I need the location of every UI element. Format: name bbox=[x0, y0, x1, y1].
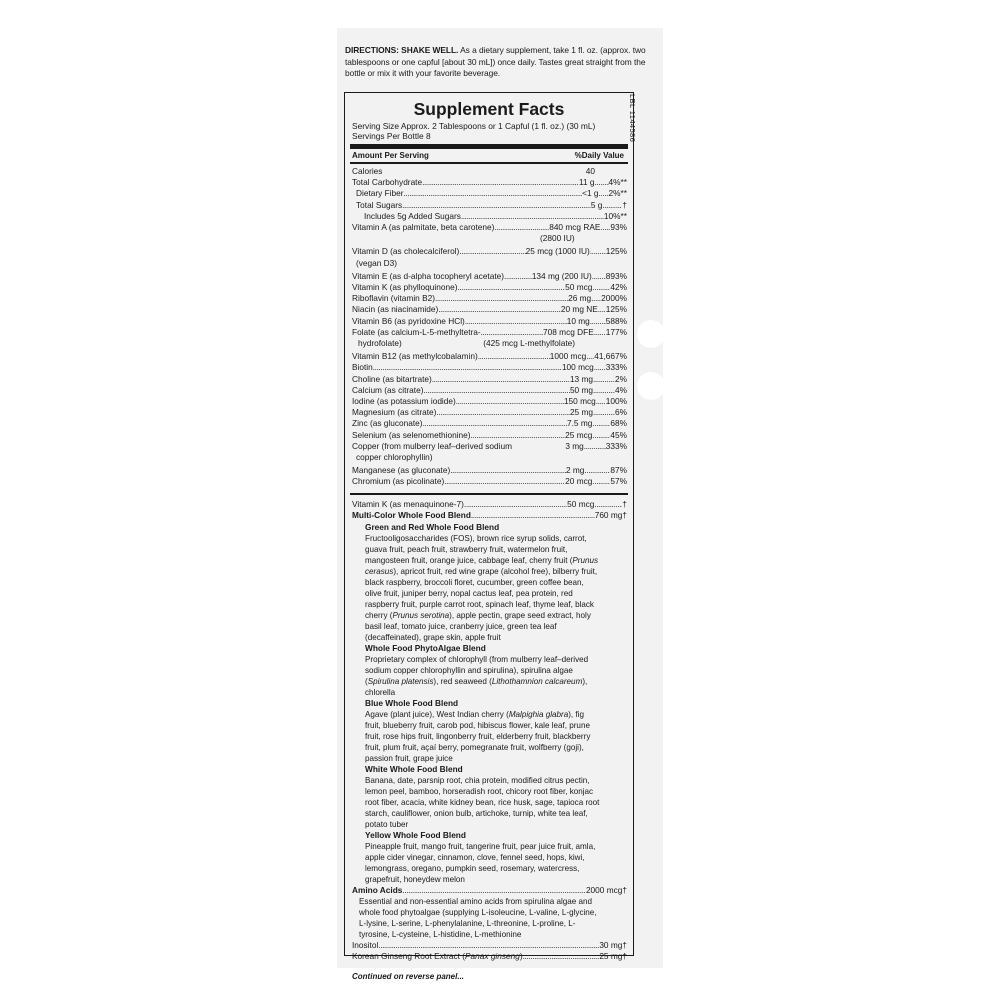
leader-dots bbox=[599, 188, 609, 199]
nutrient-amount: 150 mcg bbox=[563, 396, 596, 407]
nutrient-amount: 40 bbox=[585, 166, 595, 176]
directions-heading: DIRECTIONS: SHAKE WELL. bbox=[345, 45, 459, 55]
ingredient-row bbox=[352, 499, 627, 510]
leader-dots bbox=[600, 222, 610, 233]
leader-dots bbox=[584, 441, 606, 452]
leader-dots bbox=[593, 407, 615, 418]
leader-dots bbox=[590, 316, 606, 327]
nutrient-amount: 25 mg bbox=[569, 407, 593, 418]
nutrient-amount: 840 mcg RAE bbox=[549, 222, 601, 233]
leader-dots bbox=[378, 940, 599, 951]
nutrient-amount: 20 mcg bbox=[565, 476, 593, 487]
nutrient-name: Vitamin B12 (as methylcobalamin) bbox=[352, 351, 478, 362]
leader-dots bbox=[402, 885, 586, 896]
latin-name: Spirulina platensis bbox=[367, 676, 434, 686]
leader-dots bbox=[591, 293, 601, 304]
punch-hole-bottom bbox=[637, 372, 665, 400]
nutrient-dv: 93% bbox=[610, 222, 627, 233]
ingredient-name: Multi-Color Whole Food Blend bbox=[352, 510, 471, 521]
directions-text bbox=[345, 45, 657, 80]
blend-ingredients bbox=[352, 533, 627, 643]
blend-heading: Yellow Whole Food Blend bbox=[365, 829, 466, 840]
ingredient-amount: 2000 mcg† bbox=[585, 884, 627, 895]
latin-name: Prunus serotina bbox=[392, 610, 450, 620]
latin-name: Panax ginseng bbox=[464, 951, 520, 962]
nutrient-continuation bbox=[352, 452, 627, 463]
nutrient-row bbox=[352, 188, 627, 199]
ingredient-name: Amino Acids bbox=[352, 884, 403, 895]
nutrient-name: Iodine (as potassium iodide) bbox=[352, 396, 456, 407]
nutrient-row bbox=[352, 222, 627, 233]
nutrient-name: Copper (from mulberry leaf–derived sodium bbox=[352, 440, 513, 451]
latin-name: Lithothamnion calcareum bbox=[491, 676, 583, 686]
nutrient-dv: 4%** bbox=[608, 177, 627, 188]
nutrient-dv: 177% bbox=[605, 326, 627, 337]
leader-dots bbox=[450, 465, 566, 476]
nutrient-name: Vitamin A (as palmitate, beta carotene) bbox=[352, 222, 495, 233]
nutrient-amount: 25 mcg bbox=[565, 429, 593, 440]
nutrient-row bbox=[352, 304, 627, 315]
leader-dots bbox=[593, 385, 615, 396]
nutrient-dv: 333% bbox=[605, 440, 627, 451]
leader-dots bbox=[422, 177, 579, 188]
blend-text: ), fig fruit, blueberry fruit, carob pod, hibiscus flower, kale leaf, prune fruit, rose hips fruit, lingonberry fruit, elderberry fruit, blackberry fruit, plum fruit, açaí berry, pomegranate fruit, wolfberry (goji), passion fruit, grape juice bbox=[365, 709, 591, 763]
nutrient-amount: 25 mcg (1000 IU) bbox=[525, 246, 590, 257]
punch-hole-top bbox=[637, 320, 665, 348]
nutrient-extra: (425 mcg L-methylfolate) bbox=[483, 338, 575, 349]
nutrient-dv: 45% bbox=[610, 429, 627, 440]
ingredient-row bbox=[352, 940, 627, 951]
leader-dots bbox=[481, 327, 543, 338]
ingredient-amount: 30 mg† bbox=[599, 939, 627, 950]
blend-text: ), apricot fruit, red wine grape (alcohol free), bilberry fruit, black raspberry, broccoli floret, cucumber, green coffee bean, olive fruit, juniper berry, nopal cactus leaf, pea protein, red raspberry fruit, purple carrot root, spinach leaf, thyme leaf, black cherry ( bbox=[365, 566, 598, 620]
nutrient-name: Vitamin B6 (as pyridoxine HCl) bbox=[352, 315, 465, 326]
nutrient-row bbox=[352, 465, 627, 476]
ingredient-name: Vitamin K (as menaquinone-7) bbox=[352, 499, 464, 510]
nutrient-dv: 333% bbox=[605, 362, 627, 373]
servings-per-container: Servings Per Bottle 8 bbox=[352, 130, 431, 141]
leader-dots bbox=[504, 271, 532, 282]
blend-ingredients: Banana, date, parsnip root, chia protein, modified citrus pectin, lemon peel, bamboo, horseradish root, chicory root fiber, konjac root fiber, acacia, white kidney bean, rice husk, sage, tapioca root starch, cauliflower, onion bulb, artichoke, turnip, white tea leaf, potato tuber bbox=[365, 775, 600, 829]
nutrient-dv: 588% bbox=[605, 315, 627, 326]
nutrient-extra: copper chlorophyllin) bbox=[356, 452, 433, 463]
nutrient-amount: 100 mcg bbox=[561, 362, 594, 373]
nutrient-name: Magnesium (as citrate) bbox=[352, 407, 437, 418]
leader-dots bbox=[602, 200, 622, 211]
ingredient-name-text: ) bbox=[519, 951, 523, 962]
nutrient-amount: 13 mg bbox=[569, 373, 593, 384]
nutrient-extra: (2800 IU) bbox=[540, 233, 575, 244]
leader-dots bbox=[494, 222, 549, 233]
blend-text: Proprietary complex of chlorophyll (from mulberry leaf–derived sodium copper chlorophyllin and spirulina), spirulina algae ( bbox=[365, 654, 589, 686]
nutrient-dv: 2%** bbox=[608, 188, 627, 199]
amount-per-serving-label: Amount Per Serving bbox=[352, 151, 429, 160]
nutrient-name: Zinc (as gluconate) bbox=[352, 418, 423, 429]
nutrient-dv: 57% bbox=[610, 476, 627, 487]
leader-dots bbox=[465, 316, 567, 327]
nutrient-dv: 2% bbox=[615, 373, 627, 384]
nutrient-name: Choline (as bitartrate) bbox=[352, 373, 432, 384]
nutrient-dv: 42% bbox=[610, 282, 627, 293]
leader-dots bbox=[457, 282, 565, 293]
nutrient-row bbox=[352, 441, 627, 452]
nutrient-row bbox=[352, 200, 627, 211]
nutrient-dv: 10%** bbox=[603, 210, 627, 221]
leader-dots bbox=[444, 476, 565, 487]
leader-dots bbox=[592, 271, 606, 282]
nutrient-name: Calories bbox=[352, 166, 383, 176]
nutrient-amount: 20 mg NE bbox=[560, 304, 598, 315]
leader-dots bbox=[590, 246, 606, 257]
leader-dots bbox=[595, 177, 609, 188]
daily-value-label: %Daily Value bbox=[574, 151, 624, 160]
serving-info bbox=[345, 119, 633, 141]
leader-dots bbox=[586, 351, 594, 362]
blend-heading: Green and Red Whole Food Blend bbox=[365, 521, 500, 532]
nutrient-name: Niacin (as niacinamide) bbox=[352, 304, 439, 315]
nutrient-row bbox=[352, 407, 627, 418]
latin-name: Malpighia glabra bbox=[508, 709, 569, 719]
nutrient-list bbox=[345, 164, 633, 488]
nutrient-amount: 1000 mcg bbox=[549, 351, 587, 362]
blend-heading: White Whole Food Blend bbox=[365, 763, 463, 774]
blend-heading: Whole Food PhytoAlgae Blend bbox=[365, 642, 486, 653]
nutrient-row bbox=[352, 246, 627, 257]
leader-dots bbox=[523, 951, 600, 962]
leader-dots bbox=[456, 396, 564, 407]
leader-dots bbox=[423, 418, 567, 429]
leader-dots bbox=[459, 246, 525, 257]
nutrient-name: Vitamin K (as phylloquinone) bbox=[352, 282, 458, 293]
nutrient-name: Chromium (as picolinate) bbox=[352, 476, 445, 487]
directions-body: As a dietary supplement, take 1 fl. oz. (approx. two tablespoons or one capful [about 30 mL]) once daily. Tastes great straight from the bottle or mix it with your favorite beverage. bbox=[345, 45, 646, 78]
nutrient-extra: hydrofolate) bbox=[358, 338, 402, 349]
label-sheet bbox=[337, 28, 663, 982]
nutrient-name: Vitamin D (as cholecalciferol) bbox=[352, 246, 460, 257]
nutrient-amount: 5 g bbox=[590, 199, 603, 210]
nutrient-amount: 10 mg bbox=[566, 315, 590, 326]
blend-text: ), chlorella bbox=[365, 676, 588, 697]
leader-dots bbox=[432, 374, 570, 385]
nutrient-amount: 2 mg bbox=[565, 465, 585, 476]
blend-text: ), red seaweed ( bbox=[433, 676, 492, 686]
nutrient-amount: 134 mg (200 IU) bbox=[531, 270, 592, 281]
nutrient-name: Biotin bbox=[352, 362, 373, 373]
nutrient-dv: 125% bbox=[605, 246, 627, 257]
nutrient-name: Manganese (as gluconate) bbox=[352, 465, 451, 476]
nutrient-row bbox=[352, 396, 627, 407]
supplement-facts-panel bbox=[344, 92, 634, 982]
leader-dots bbox=[594, 327, 606, 338]
ingredient-amount: 760 mg† bbox=[594, 510, 627, 521]
nutrient-name: Riboflavin (vitamin B2) bbox=[352, 293, 435, 304]
other-ingredients-list bbox=[345, 495, 633, 981]
nutrient-amount: 50 mcg bbox=[565, 282, 593, 293]
continued-note: Continued on reverse panel... bbox=[352, 972, 465, 982]
amount-header bbox=[345, 149, 633, 162]
leader-dots bbox=[592, 282, 610, 293]
nutrient-row bbox=[352, 293, 627, 304]
nutrient-amount: 11 g bbox=[579, 177, 595, 188]
nutrient-continuation bbox=[352, 258, 627, 269]
nutrient-name: Calcium (as citrate) bbox=[352, 384, 424, 395]
blend-heading: Blue Whole Food Blend bbox=[365, 697, 459, 708]
serving-size: Serving Size Approx. 2 Tablespoons or 1 Capful (1 fl. oz.) (30 mL) bbox=[352, 121, 596, 131]
ingredient-row bbox=[352, 951, 627, 962]
blend-text: Agave (plant juice), West Indian cherry ( bbox=[365, 709, 509, 719]
leader-dots bbox=[435, 293, 568, 304]
leader-dots bbox=[598, 304, 606, 315]
nutrient-dv: 68% bbox=[610, 418, 627, 429]
leader-dots bbox=[436, 407, 570, 418]
nutrient-name: Folate (as calcium-L-5-methyltetra- bbox=[352, 326, 481, 337]
nutrient-amount: 7.5 mg bbox=[567, 418, 593, 429]
nutrient-row bbox=[352, 166, 627, 177]
ingredient-row bbox=[352, 885, 627, 896]
nutrient-row bbox=[352, 316, 627, 327]
ingredient-name-text: Korean Ginseng Root Extract ( bbox=[352, 951, 465, 962]
latin-name: Prunus cerasus bbox=[365, 555, 599, 576]
nutrient-amount: 708 mcg DFE bbox=[543, 326, 594, 337]
ingredient-dv: † bbox=[622, 499, 627, 510]
nutrient-row bbox=[352, 374, 627, 385]
nutrient-dv: 125% bbox=[605, 304, 627, 315]
ingredient-amount: 25 mg† bbox=[599, 951, 627, 962]
nutrient-row bbox=[352, 430, 627, 441]
leader-dots bbox=[593, 374, 615, 385]
amino-acid-description: Essential and non-essential amino acids from spirulina algae and whole food phytoalgae (supplying L-isoleucine, L-valine, L-glycine, L-lysine, L-serine, L-phenylalanine, L-threonine, L-proline, L-tyrosine, L-cysteine, L-histidine, L-methionine bbox=[359, 896, 597, 939]
nutrient-amount: <1 g bbox=[582, 188, 599, 199]
ingredient-row bbox=[352, 510, 627, 521]
blend-ingredients bbox=[352, 654, 627, 698]
ingredient-amount: 50 mcg bbox=[567, 499, 595, 510]
leader-dots bbox=[461, 211, 604, 222]
nutrient-row bbox=[352, 282, 627, 293]
nutrient-row bbox=[352, 385, 627, 396]
nutrient-dv: 6% bbox=[615, 407, 627, 418]
nutrient-continuation bbox=[352, 233, 627, 244]
nutrient-row bbox=[352, 362, 627, 373]
nutrient-name: Includes 5g Added Sugars bbox=[364, 210, 461, 221]
nutrient-dv: 87% bbox=[610, 465, 627, 476]
panel-title: Supplement Facts bbox=[413, 99, 565, 119]
leader-dots bbox=[594, 362, 606, 373]
nutrient-row bbox=[352, 476, 627, 487]
leader-dots bbox=[404, 188, 583, 199]
nutrient-dv: 893% bbox=[605, 270, 627, 281]
leader-dots bbox=[592, 418, 610, 429]
nutrient-name: Selenium (as selenomethionine) bbox=[352, 429, 471, 440]
leader-dots bbox=[402, 200, 591, 211]
leader-dots bbox=[471, 510, 595, 521]
leader-dots bbox=[592, 476, 610, 487]
nutrient-name: Total Sugars bbox=[356, 199, 403, 210]
nutrient-row bbox=[352, 177, 627, 188]
leader-dots bbox=[423, 385, 569, 396]
label-code: LBL 1144586 bbox=[628, 94, 637, 143]
nutrient-dv: 4% bbox=[615, 384, 627, 395]
blend-text: Fructooligosaccharides (FOS), brown rice syrup solids, carrot, guava fruit, peach fruit, strawberry fruit, watermelon fruit, mangosteen fruit, orange juice, cabbage leaf, cherry fruit ( bbox=[365, 533, 587, 565]
nutrient-extra: (vegan D3) bbox=[356, 257, 398, 268]
nutrient-name: Dietary Fiber bbox=[356, 188, 404, 199]
ingredient-name bbox=[352, 951, 523, 962]
blend-ingredients bbox=[352, 709, 627, 764]
nutrient-dv: 100% bbox=[605, 396, 627, 407]
nutrient-dv: 2000% bbox=[601, 293, 627, 304]
nutrient-amount: 50 mg bbox=[569, 384, 593, 395]
leader-dots bbox=[478, 351, 550, 362]
leader-dots bbox=[596, 396, 606, 407]
leader-dots bbox=[594, 499, 622, 510]
leader-dots bbox=[464, 499, 567, 510]
leader-dots bbox=[584, 465, 610, 476]
nutrient-amount: 3 mg bbox=[565, 440, 584, 451]
leader-dots bbox=[592, 430, 610, 441]
nutrient-continuation bbox=[352, 338, 627, 349]
blend-ingredients: Pineapple fruit, mango fruit, tangerine fruit, pear juice fruit, amla, apple cider vinegar, cinnamon, clove, fennel seed, hops, kiwi, lemongrass, oregano, pumpkin seed, rosemary, watercress, grapefruit, honeydew melon bbox=[365, 841, 596, 884]
nutrient-row bbox=[352, 271, 627, 282]
leader-dots bbox=[471, 430, 566, 441]
nutrient-row bbox=[352, 327, 627, 338]
nutrient-row bbox=[352, 418, 627, 429]
nutrient-name: Vitamin E (as d-alpha tocopheryl acetate) bbox=[352, 270, 505, 281]
nutrient-amount: 26 mg bbox=[568, 293, 592, 304]
nutrient-row bbox=[352, 351, 627, 362]
ingredient-name: Inositol bbox=[352, 939, 379, 950]
nutrient-row bbox=[352, 211, 627, 222]
nutrient-dv: † bbox=[622, 199, 627, 210]
blend-text: ), apple pectin, grape seed extract, holy basil leaf, tomato juice, cranberry juice, green tea leaf (decaffeinated), grape skin, apple fruit bbox=[365, 610, 591, 642]
nutrient-dv: 41,667% bbox=[594, 351, 627, 362]
nutrient-name: Total Carbohydrate bbox=[352, 177, 423, 188]
leader-dots bbox=[438, 304, 561, 315]
leader-dots bbox=[373, 362, 562, 373]
